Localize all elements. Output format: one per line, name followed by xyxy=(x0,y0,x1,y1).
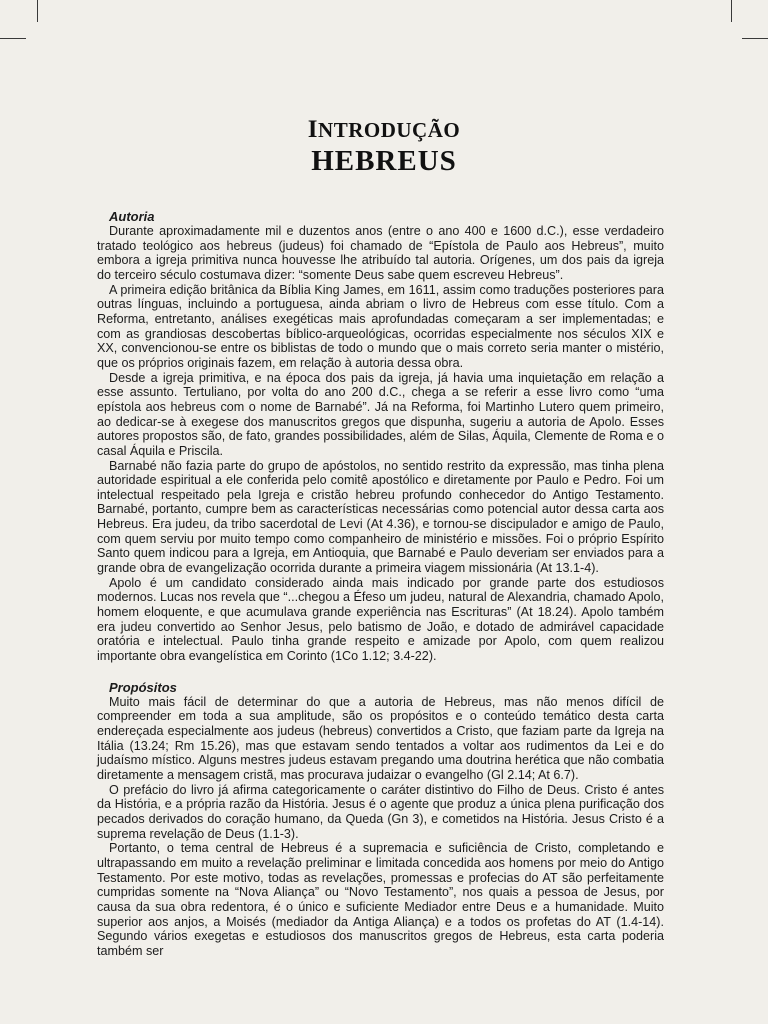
section-propositos xyxy=(97,680,664,959)
paragraph: Portanto, o tema central de Hebreus é a supremacia e suficiência de Cristo, completando e ultrapassando em muito a revelação preliminar e limitada concedida aos homens por meio do Antigo Testamento. Por este motivo, todas as revelações, promessas e profecias do AT são perfeitamente cumpridas somente na “Nova Aliança” ou “Novo Testamento”, nos quais a pessoa de Jesus, por causa da sua obra redentora, é o único e suficiente Mediador entre Deus e a humanidade. Muito superior aos anjos, a Moisés (mediador da Antiga Aliança) e a todos os profetas do AT (1.4-14). Segundo vários exegetas e estudiosos dos manuscritos gregos de Hebreus, esta carta poderia também ser xyxy=(97,841,664,958)
crop-mark-top-left-horizontal xyxy=(0,38,26,39)
crop-mark-top-right-horizontal xyxy=(742,38,768,39)
paragraph: A primeira edição britânica da Bíblia King James, em 1611, assim como traduções posteriores para outras línguas, incluindo a portuguesa, ainda abriam o livro de Hebreus com esse título. Com a Reforma, entretanto, análises exegéticas mais aprofundadas começaram a ser implementadas; e com as grandiosas descobertas bíblico-arqueológicas, ocorridas especialmente nos séculos XIX e XX, convencionou-se entre os biblistas de todo o mundo que o mais correto seria manter o mistério, que os próprios originais fazem, em relação à autoria dessa obra. xyxy=(97,282,664,370)
crop-mark-top-right-vertical xyxy=(731,0,732,22)
section-title: Autoria xyxy=(109,209,155,224)
introduction-initial: I xyxy=(307,116,319,143)
section-title: Propósitos xyxy=(109,679,177,695)
section-autoria xyxy=(97,209,664,664)
introduction-heading xyxy=(0,116,768,144)
paragraph: Durante aproximadamente mil e duzentos anos (entre o ano 400 e 1600 d.C.), esse verdadeiro tratado teológico aos hebreus (judeus) foi chamado de “Epístola de Paulo aos Hebreus”, muito embora a igreja primitiva nunca houvesse lhe atribuído tal autoria. Orígenes, um dos pais da igreja do terceiro século costumava dizer: “somente Deus sabe quem escreveu Hebreus”. xyxy=(97,224,664,282)
paragraph: Apolo é um candidato considerado ainda mais indicado por grande parte dos estudiosos modernos. Lucas nos revela que “...chegou a Éfeso um judeu, natural de Alexandria, chamado Apolo, homem eloquente, e que acumulava grande experiência nas Escrituras” (At 18.24). Apolo também era judeu convertido ao Senhor Jesus, pelo batismo de João, e dotado de admirável capacidade oratória e intelectual. Paulo tinha grande respeito e amizade por Apolo, com quem realizou importante obra evangelística em Corinto (1Co 1.12; 3.4-22). xyxy=(97,575,664,664)
introduction-rest: NTRODUÇÃO xyxy=(318,118,461,142)
book-title: HEBREUS xyxy=(311,145,457,177)
paragraph: Barnabé não fazia parte do grupo de apóstolos, no sentido restrito da expressão, mas tinha plena autoridade espiritual a ele conferida pelo comitê apostólico e diretamente por Paulo e Pedro. Foi um intelectual respeitado pela Igreja e cristão hebreu profundo conhecedor do Antigo Testamento. Barnabé, portanto, cumpre bem as características necessárias como potencial autor dessa carta aos Hebreus. Era judeu, da tribo sacerdotal de Levi (At 4.36), e tornou-se discipulador e amigo de Paulo, com quem serviu por muito tempo como companheiro de ministério e missões. Foi o próprio Espírito Santo quem indicou para a Igreja, em Antioquia, que Barnabé e Paulo deveriam ser enviados para a grande obra de evangelização ocorrida durante a primeira viagem missionária (At 13.1-4). xyxy=(97,458,664,576)
page-body xyxy=(97,209,664,959)
crop-mark-top-left-vertical xyxy=(37,0,38,22)
paragraph: O prefácio do livro já afirma categoricamente o caráter distintivo do Filho de Deus. Cristo é antes da História, e a própria razão da História. Jesus é o agente que produz a única plena purificação dos pecados derivados do coração humano, da Queda (Gn 3), e cometidos na História. Jesus Cristo é a suprema revelação de Deus (1.1-3). xyxy=(97,782,664,841)
paragraph: Desde a igreja primitiva, e na época dos pais da igreja, já havia uma inquietação em relação a esse assunto. Tertuliano, por volta do ano 200 d.C., chega a se referir a esse livro como “uma epístola aos hebreus com o nome de Barnabé”. Já na Reforma, foi Martinho Lutero quem primeiro, ao dedicar-se à exegese dos manuscritos gregos que dispunha, sugeriu a autoria de Apolo. Esses autores propostos são, de fato, grandes possibilidades, além de Silas, Áquila, Clemente de Roma e o casal Áquila e Priscila. xyxy=(97,370,664,458)
paragraph: Muito mais fácil de determinar do que a autoria de Hebreus, mas não menos difícil de compreender em toda a sua amplitude, são os propósitos e o conteúdo temático desta carta endereçada especialmente aos judeus (hebreus) convertidos a Cristo, que faziam parte da Igreja na Itália (13.24; Rm 15.26), mas que estavam sendo tentados a voltar aos rudimentos da Lei e do judaísmo místico. Alguns mestres judeus estavam pregando uma doutrina herética que não combatia diretamente a mensagem cristã, mas procurava judaizar o evangelho (Gl 2.14; At 6.7). xyxy=(97,694,664,782)
